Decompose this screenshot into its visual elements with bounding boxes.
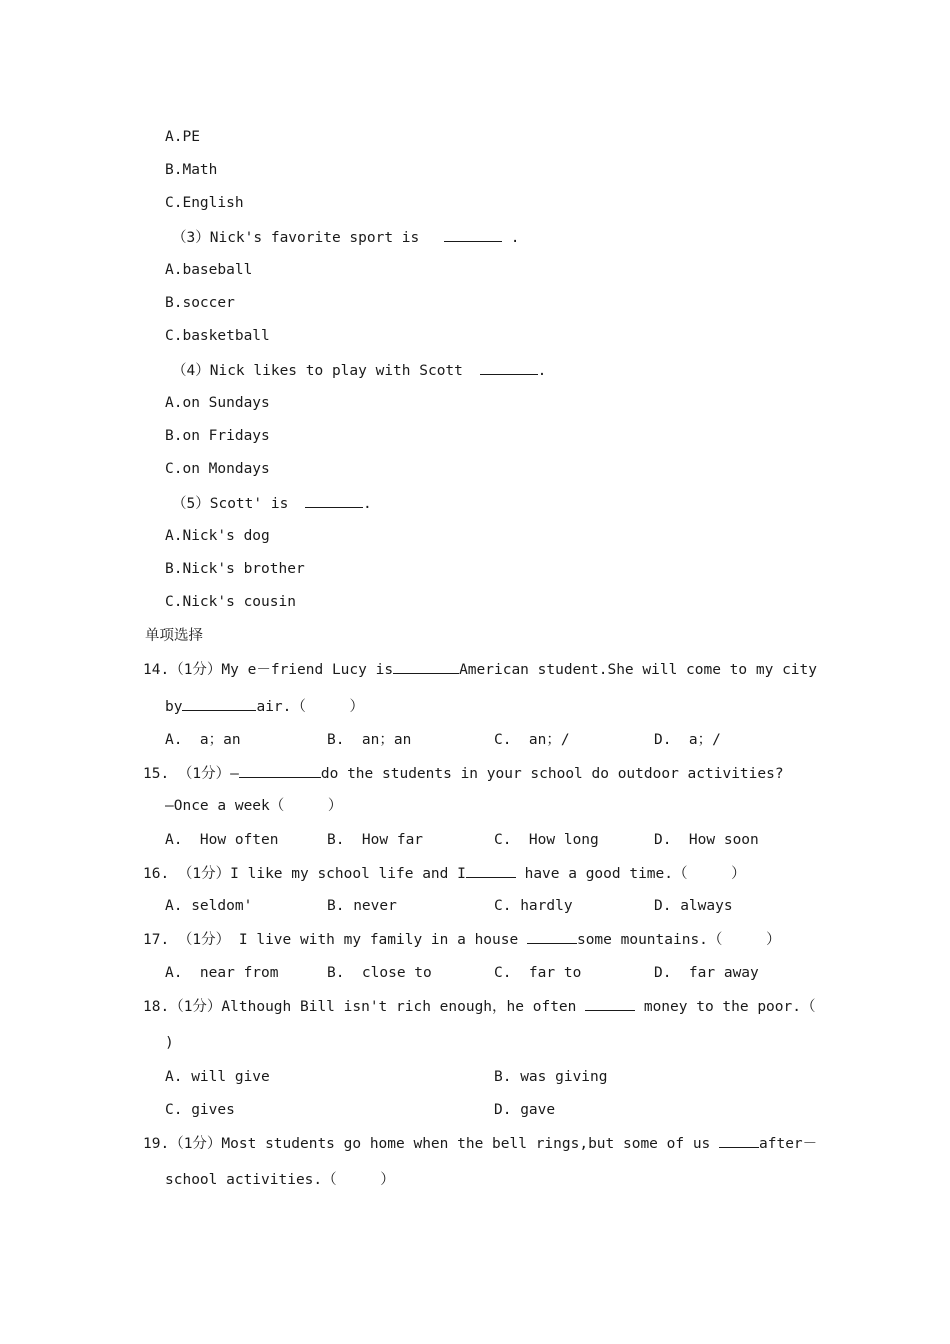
question-14-line1 — [143, 659, 817, 680]
answer-blank — [305, 493, 363, 508]
option-line: B. never — [327, 898, 397, 914]
option-line: C. an；/ — [494, 732, 570, 748]
option-line: D. far away — [654, 965, 759, 981]
option-line: A. near from — [165, 965, 279, 981]
option-line: C. gives — [165, 1102, 235, 1118]
question-18-line2: ) — [165, 1035, 174, 1051]
question-14-line2 — [165, 696, 364, 717]
option-line: C.English — [165, 195, 244, 211]
option-line: A. How often — [165, 832, 279, 848]
question-17-line1 — [143, 929, 781, 950]
option-line: B. How far — [327, 832, 424, 848]
answer-blank — [719, 1133, 759, 1148]
question-15-line2: —Once a week（ ） — [165, 798, 343, 814]
option-line: A.on Sundays — [165, 395, 270, 411]
question-18-line1 — [143, 996, 815, 1017]
question-15-line1 — [143, 763, 784, 784]
question-end: . — [537, 363, 547, 379]
question-19-line1 — [143, 1133, 817, 1154]
option-line: C.Nick's cousin — [165, 594, 296, 610]
question-stem: 15. （1分）— — [143, 766, 239, 782]
question-stem: （3）Nick's favorite sport is — [172, 230, 428, 246]
option-line: B.soccer — [165, 295, 235, 311]
option-line: C. hardly — [494, 898, 573, 914]
question-stem: （5）Scott' is — [172, 496, 298, 512]
question-stem: 17. （1分） I live with my family in a house — [143, 932, 527, 948]
option-line: B.Math — [165, 162, 218, 178]
option-line: C.on Mondays — [165, 461, 270, 477]
option-line: D. a；/ — [654, 732, 721, 748]
question-5 — [172, 493, 372, 514]
option-line: A.Nick's dog — [165, 528, 270, 544]
option-line: C. far to — [494, 965, 582, 981]
option-line: B.Nick's brother — [165, 561, 305, 577]
question-stem-cont: have a good time.（ ） — [515, 866, 746, 882]
option-line: C. How long — [494, 832, 599, 848]
option-line: B.on Fridays — [165, 428, 270, 444]
question-stem: 18.（1分）Although Bill isn't rich enough，he often — [143, 999, 586, 1015]
option-line: A. will give — [165, 1069, 270, 1085]
question-stem: （4）Nick likes to play with Scott — [172, 363, 472, 379]
option-line: D. gave — [494, 1102, 556, 1118]
section-title: 单项选择 — [145, 628, 203, 644]
option-line: D. always — [654, 898, 733, 914]
answer-blank — [585, 996, 635, 1011]
option-line: A. seldom' — [165, 898, 253, 914]
question-end: . — [363, 496, 372, 512]
question-16-line1 — [143, 863, 746, 884]
question-stem: 14.（1分）My e－friend Lucy is — [143, 662, 394, 678]
option-line: D. How soon — [654, 832, 759, 848]
question-stem-cont: do the students in your school do outdoor activities? — [320, 766, 784, 782]
option-line: A.baseball — [165, 262, 253, 278]
question-stem: by — [165, 699, 183, 715]
option-line: B. was giving — [494, 1069, 608, 1085]
option-line: C.basketball — [165, 328, 270, 344]
answer-blank — [239, 763, 321, 778]
question-stem-cont: after－ — [759, 1136, 818, 1152]
question-stem: 16. （1分）I like my school life and I — [143, 866, 466, 882]
answer-blank — [527, 929, 577, 944]
option-line: A. a；an — [165, 732, 241, 748]
option-line: A.PE — [165, 129, 200, 145]
answer-blank — [444, 227, 502, 242]
question-stem-cont: money to the poor.（ — [635, 999, 816, 1015]
option-line: B. an；an — [327, 732, 412, 748]
question-stem-cont: American student.She will come to my city — [459, 662, 817, 678]
question-stem-cont: air.（ ） — [256, 699, 365, 715]
option-line: B. close to — [327, 965, 432, 981]
question-3 — [172, 227, 519, 248]
question-4 — [172, 360, 546, 381]
answer-blank — [466, 863, 516, 878]
question-end: . — [501, 230, 520, 246]
answer-blank — [480, 360, 538, 375]
question-stem-cont: some mountains.（ ） — [576, 932, 781, 948]
answer-blank — [393, 659, 459, 674]
answer-blank — [182, 696, 256, 711]
question-19-line2: school activities.（ ） — [165, 1172, 395, 1188]
question-stem: 19.（1分）Most students go home when the bell rings,but some of us — [143, 1136, 720, 1152]
